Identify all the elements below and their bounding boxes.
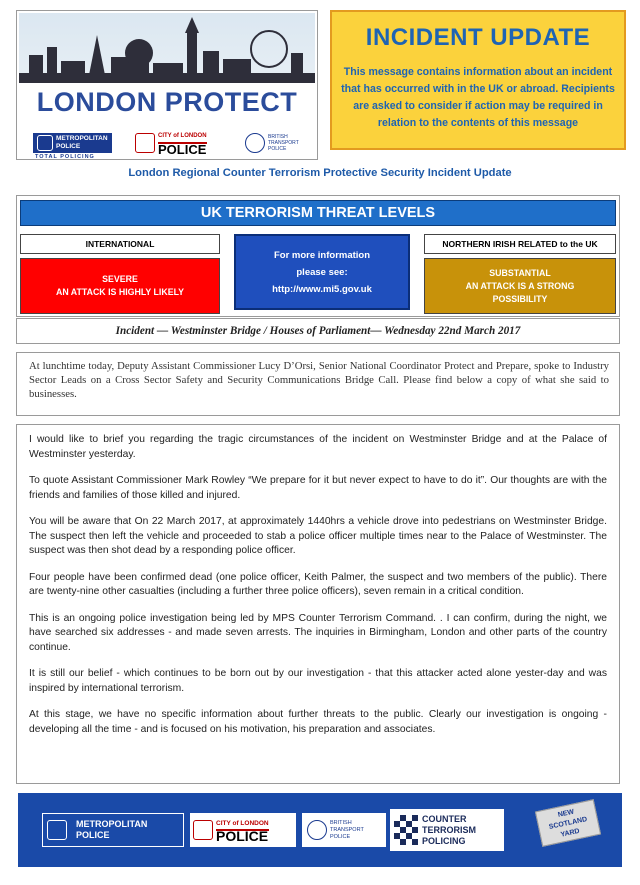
northern-irish-level: SUBSTANTIAL [489,267,551,278]
ct-line1: COUNTER [422,813,467,824]
brand-title: LONDON PROTECT [36,87,298,117]
yard-line2: SCOTLAND [548,816,588,831]
yard-line1: NEW [557,808,575,819]
scotland-yard-sign [535,799,601,847]
incident-update-box [330,10,626,150]
london-protect-logo [16,10,318,160]
statement-paragraph: I would like to brief you regarding the tragic circumstances of the incident on Westminster Bridge and at the Palace of Westminster yesterday. [29,434,607,460]
city-logo-main: POLICE [158,142,207,157]
city-logo-top: CITY of LONDON [158,133,207,139]
met-logo-sub: POLICE [56,143,81,150]
incident-update-text: This message contains information about an incident that has occurred with in the UK or abroad. Recipients are asked to consider if action may be required in relation to the contents of this message [341,66,615,129]
yard-line3: YARD [560,827,581,839]
international-level-box [20,258,220,314]
mi5-link[interactable]: http://www.mi5.gov.uk [272,283,372,295]
footer-ct-logo [390,809,504,851]
footer-city-top: CITY of LONDON [216,820,269,827]
threat-levels-title: UK TERRORISM THREAT LEVELS [20,200,616,226]
footer-btp-crest-icon [307,820,327,840]
london-skyline-image [19,13,315,125]
footer-banner [18,793,622,867]
met-police-logo [33,129,112,157]
incident-title-line: Incident — Westminster Bridge / Houses of Parliament— Wednesday 22nd March 2017 [16,318,620,344]
northern-irish-label: NORTHERN IRISH RELATED to the UK [424,234,616,254]
footer-btp-logo [302,813,386,847]
statement-paragraph: At this stage, we have no specific information about further threats to the public. Clearly our investigation is ongoing - developing all the time - and is focused on his motivation, his preparation and associates. [29,709,607,735]
footer-city-main: POLICE [216,828,269,844]
statement-paragraph: You will be aware that On 22 March 2017, at approximately 1440hrs a vehicle drove into pedestrians on Westminster Bridge. The suspect then left the vehicle and proceeded to stab a police officer multiple times near to the Palace of Westminster. The suspect was then shot dead by a responding police officer. [29,516,607,556]
met-crest-icon [37,135,53,151]
ct-line3: POLICING [422,835,466,846]
international-level: SEVERE [102,274,138,284]
btp-line1: BRITISH [268,134,288,140]
footer-btp-line1: BRITISH [330,819,352,826]
info-line1: For more information [273,249,371,261]
met-logo-tagline: TOTAL POLICING [35,154,95,160]
footer-met-logo [42,813,184,847]
footer-city-logo [190,813,296,847]
northern-irish-desc2: POSSIBILITY [492,293,548,304]
btp-crest-icon [245,133,265,153]
ct-line2: TERRORISM [422,824,476,835]
info-line2: please see: [296,266,348,278]
city-crest-icon [135,133,155,153]
statement-paragraph: It is still our belief - which continues to be born out by our investigation - that this attacker acted alone yester-day and was inspired by international terrorism. [29,668,607,694]
incident-update-title: INCIDENT UPDATE [365,24,591,51]
international-label: INTERNATIONAL [20,234,220,254]
city-police-logo [135,129,207,157]
footer-met-crest-icon [47,820,67,840]
statement-paragraph: Four people have been confirmed dead (one police officer, Keith Palmer, the suspect and two members of the public). There are twenty-nine other casualties (including a further three police officers), seven remain in a critical condition. [29,571,607,597]
footer-btp-line3: POLICE [330,833,351,840]
statement-paragraph: To quote Assistant Commissioner Mark Rowley “We prepare for it but never expect to have to do it”. Our thoughts are with the friends and families of those killed and injured. [29,475,607,501]
footer-btp-line2: TRANSPORT [330,826,364,833]
btp-line3: POLICE [268,146,287,152]
footer-met-sub: POLICE [76,830,110,840]
international-desc: AN ATTACK IS HIGHLY LIKELY [55,287,185,297]
more-info-box [234,234,410,310]
ct-checker-icon [394,815,418,845]
footer-met-name: METROPOLITAN [76,819,148,829]
northern-irish-level-box [424,258,616,314]
intro-paragraph: At lunchtime today, Deputy Assistant Commissioner Lucy D’Orsi, Senior National Coordinator Protect and Prepare, spoke to Industry Sector Leads on a Cross Sector Safety and Security Communications Bridge Call. Please find below a copy of what she said to businesses. [16,352,620,416]
met-logo-name: METROPOLITAN [56,135,108,142]
footer-city-crest-icon [193,820,213,840]
statement-body [16,424,620,784]
statement-paragraph: This is an ongoing police investigation being led by MPS Counter Terrorism Command. . I can confirm, during the night, we have searched six addresses - and made seven arrests. The inquiries in Birmingham, London and other parts of the country continue. [29,612,607,653]
btp-logo [245,129,299,157]
btp-line2: TRANSPORT [268,140,299,146]
page-subheading: London Regional Counter Terrorism Protective Security Incident Update [128,167,512,179]
northern-irish-desc1: AN ATTACK IS A STRONG [465,280,575,291]
